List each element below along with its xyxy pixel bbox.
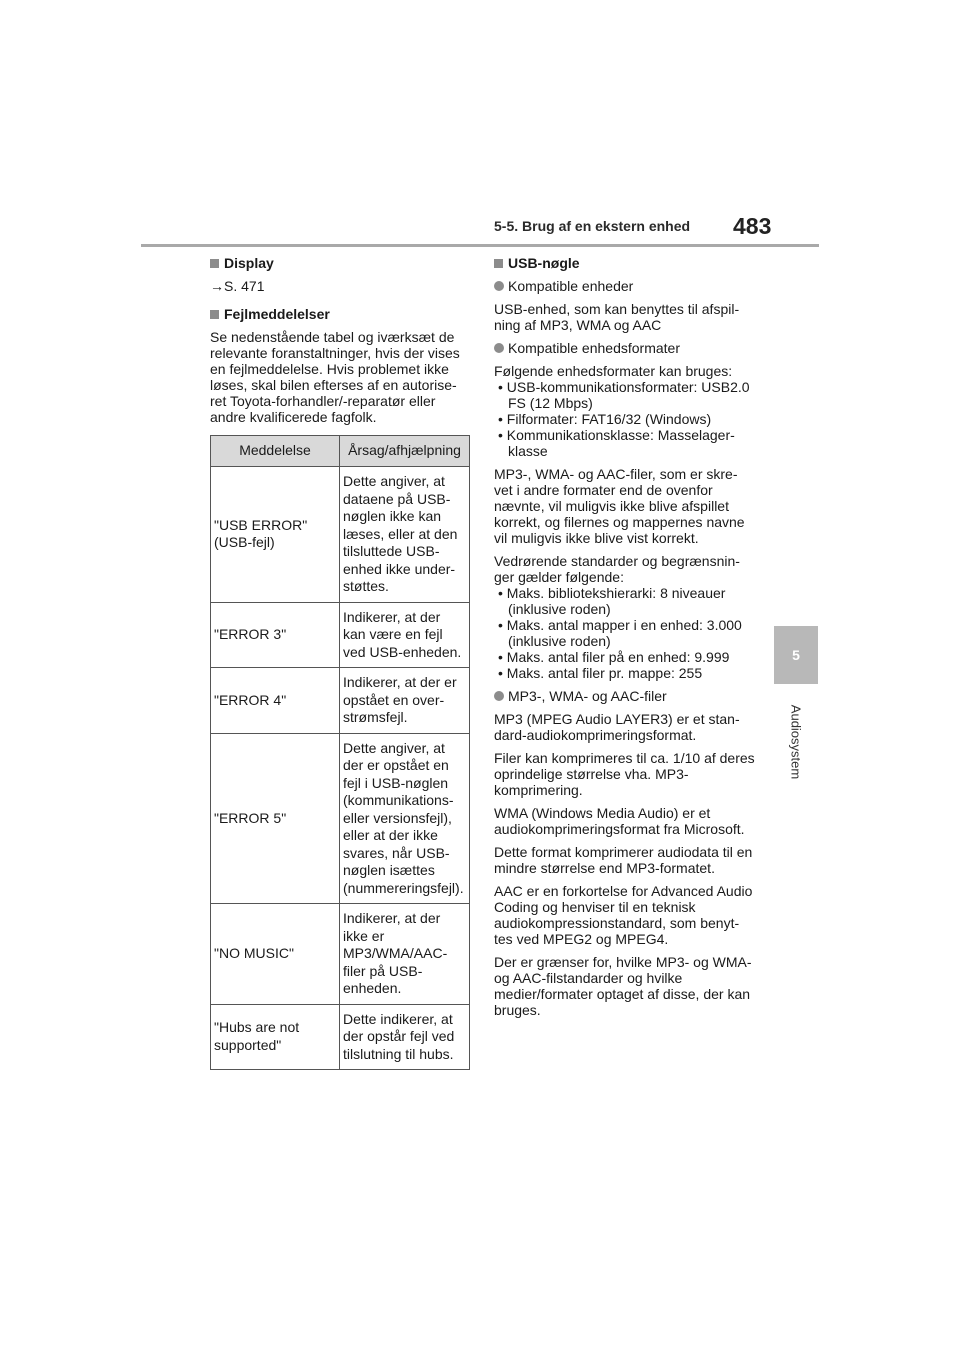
- compatible-devices-title: [494, 278, 756, 294]
- usb-heading-text: USB-nøgle: [508, 255, 580, 271]
- table-cell-cause: Indikerer, at der kan være en fejl ved USB-enheden.: [340, 602, 470, 668]
- compatible-devices-title-text: Kompatible enheder: [508, 278, 634, 294]
- files-paragraph: Filer kan komprimeres til ca. 1/10 af deres oprindelige størrelse vha. MP3-komprimering.: [494, 750, 755, 798]
- limits-list: [494, 553, 756, 681]
- page-number: 483: [733, 213, 772, 239]
- compatible-formats-title: [494, 340, 756, 356]
- table-header-row: [211, 436, 470, 467]
- list-item-text: Maks. antal filer pr. mappe: 255: [506, 665, 703, 681]
- formats-note: MP3-, WMA- og AAC-filer, som er skre-vet i andre formater end de ovenfor nævnte, vil muligvis ikke blive afspillet korrekt, og filernes og mappernes navne vil muligvis ikke blive vist korrekt.: [494, 466, 745, 546]
- chapter-label-text: Audiosystem: [788, 704, 804, 780]
- section-title: 5-5. Brug af en ekstern enhed: [494, 218, 691, 234]
- right-column: [494, 255, 756, 1025]
- list-item: • USB-kommunikationsformater: USB2.0 FS (12 Mbps): [498, 379, 750, 411]
- list-item: • Filformater: FAT16/32 (Windows): [498, 411, 712, 427]
- list-item: • Maks. bibliotekshierarki: 8 niveauer (inklusive roden): [498, 585, 726, 617]
- usb-heading: [494, 255, 756, 271]
- table-cell-message: "ERROR 4": [211, 668, 340, 734]
- arrow-right-icon: →: [210, 278, 224, 294]
- list-item-text: USB-kommunikationsformater: USB2.0 FS (12 Mbps): [506, 379, 750, 411]
- chapter-number-tab: 5: [774, 626, 818, 684]
- error-message-table: [210, 435, 470, 1070]
- round-bullet-icon: [494, 691, 504, 701]
- compatible-formats-title-text: Kompatible enhedsformater: [508, 340, 680, 356]
- limits-intro: Vedrørende standarder og begrænsnin-ger gælder følgende:: [494, 553, 740, 585]
- files-title-text: MP3-, WMA- og AAC-filer: [508, 688, 667, 704]
- table-cell-message: "ERROR 3": [211, 602, 340, 668]
- table-cell-cause: Indikerer, at der er opstået en over-strømsfejl.: [340, 668, 470, 734]
- list-item-text: Filformater: FAT16/32 (Windows): [506, 411, 712, 427]
- list-item: • Maks. antal filer pr. mappe: 255: [498, 665, 703, 681]
- files-paragraph: WMA (Windows Media Audio) er et audiokomprimeringsformat fra Microsoft.: [494, 805, 745, 837]
- table-cell-message: "Hubs are not supported": [211, 1004, 340, 1070]
- list-item: • Kommunikationsklasse: Masselager-klasse: [498, 427, 735, 459]
- table-row: [211, 668, 470, 734]
- table-cell-message: "NO MUSIC": [211, 904, 340, 1005]
- header-rule: [141, 244, 819, 247]
- left-column: [210, 255, 470, 1070]
- table-row: [211, 467, 470, 603]
- square-bullet-icon: [210, 259, 219, 268]
- table-row: [211, 733, 470, 904]
- table-cell-cause: Indikerer, at der ikke er MP3/WMA/AAC-filer på USB-enheden.: [340, 904, 470, 1005]
- round-bullet-icon: [494, 343, 504, 353]
- table-cell-message: "ERROR 5": [211, 733, 340, 904]
- list-item-text: Maks. antal filer på en enhed: 9.999: [506, 649, 730, 665]
- display-heading: [210, 255, 470, 271]
- list-item-text: Kommunikationsklasse: Masselager-klasse: [506, 427, 735, 459]
- compatible-devices-text: USB-enhed, som kan benyttes til afspil-ning af MP3, WMA og AAC: [494, 301, 740, 333]
- table-cell-cause: Dette angiver, at der er opstået en fejl i USB-nøglen (kommunikations-eller versionsfejl), eller at der ikke svares, når USB-nøglen isættes (nummereringsfejl).: [340, 733, 470, 904]
- square-bullet-icon: [210, 310, 219, 319]
- formats-list: [494, 363, 756, 459]
- table-row: [211, 1004, 470, 1070]
- round-bullet-icon: [494, 281, 504, 291]
- display-ref-text: S. 471: [224, 278, 265, 294]
- files-paragraph: AAC er en forkortelse for Advanced Audio Coding og henviser til en teknisk audiokompressionstandard, som benyt-tes ved MPEG2 og MPEG4.: [494, 883, 753, 947]
- errors-heading: [210, 306, 470, 322]
- square-bullet-icon: [494, 259, 503, 268]
- table-header-cause: Årsag/afhjælpning: [340, 436, 470, 467]
- files-paragraph: Dette format komprimerer audiodata til en mindre størrelse end MP3-formatet.: [494, 844, 753, 876]
- table-row: [211, 904, 470, 1005]
- chapter-label: [774, 692, 818, 792]
- files-title: [494, 688, 756, 704]
- display-reference: [210, 278, 470, 294]
- files-paragraph: MP3 (MPEG Audio LAYER3) er et stan-dard-audiokomprimeringsformat.: [494, 711, 740, 743]
- list-item-text: Maks. bibliotekshierarki: 8 niveauer (inklusive roden): [506, 585, 726, 617]
- table-cell-message: "USB ERROR" (USB-fejl): [211, 467, 340, 603]
- list-item: • Maks. antal filer på en enhed: 9.999: [498, 649, 730, 665]
- table-row: [211, 602, 470, 668]
- files-paragraph: Der er grænser for, hvilke MP3- og WMA- og AAC-filstandarder og hvilke medier/formater optaget af disse, der kan bruges.: [494, 954, 752, 1018]
- errors-text: Se nedenstående tabel og iværksæt de relevante foranstaltninger, hvis der vises en fejlmeddelelse. Hvis problemet ikke løses, skal bilen efterses af en autorise-ret Toyota-forhandler/-reparatør eller andre kvalificerede fagfolk.: [210, 329, 460, 425]
- list-item-text: Maks. antal mapper i en enhed: 3.000 (inklusive roden): [506, 617, 742, 649]
- table-header-message: Meddelelse: [211, 436, 340, 467]
- display-heading-text: Display: [224, 255, 274, 271]
- table-cell-cause: Dette indikerer, at der opstår fejl ved tilslutning til hubs.: [340, 1004, 470, 1070]
- table-cell-cause: Dette angiver, at dataene på USB-nøglen ikke kan læses, eller at den tilsluttede USB-enhed ikke under-støttes.: [340, 467, 470, 603]
- formats-intro: Følgende enhedsformater kan bruges:: [494, 363, 733, 379]
- errors-heading-text: Fejlmeddelelser: [224, 306, 330, 322]
- list-item: • Maks. antal mapper i en enhed: 3.000 (inklusive roden): [498, 617, 742, 649]
